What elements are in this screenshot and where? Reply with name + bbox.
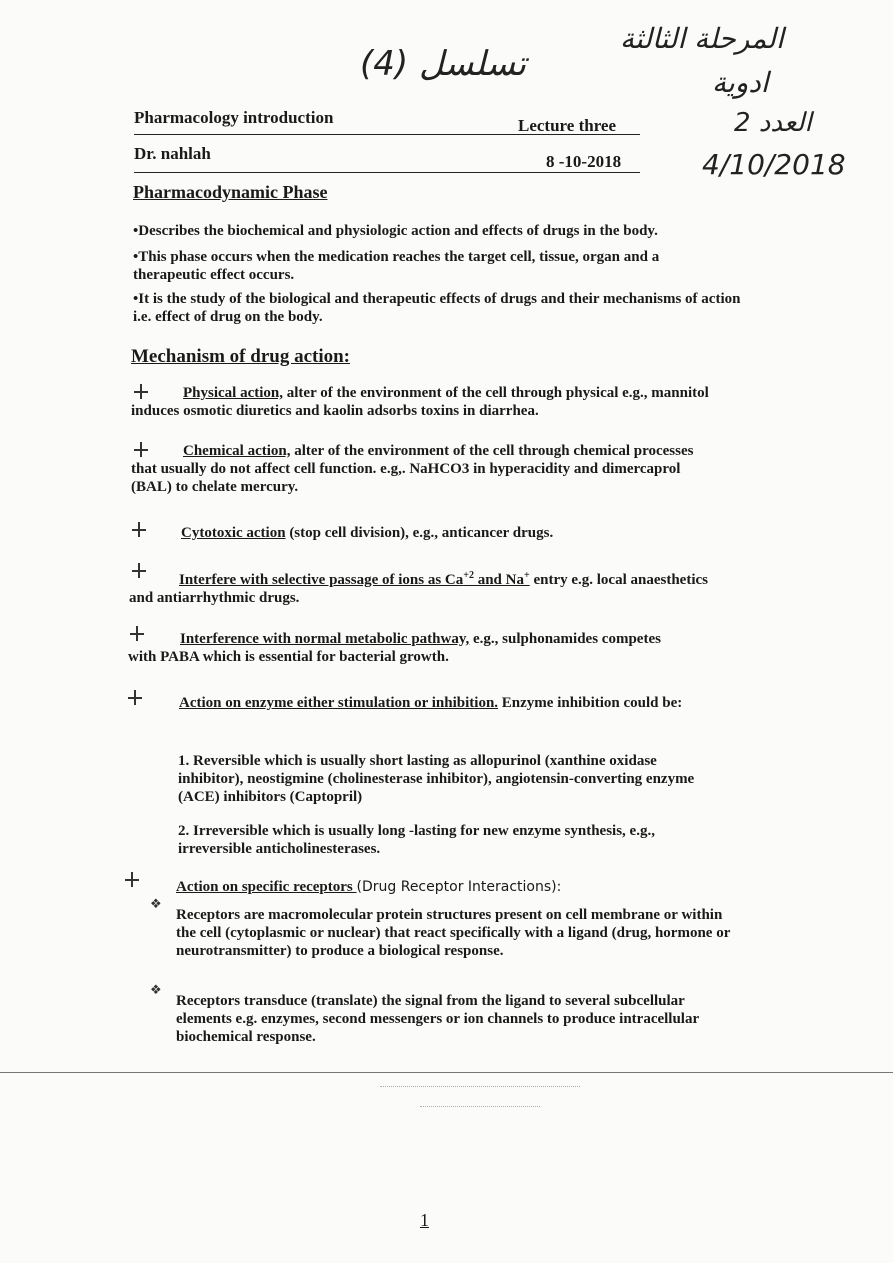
course-title: Pharmacology introduction (134, 108, 334, 127)
section-title-mechanism: Mechanism of drug action: (131, 346, 351, 367)
header-rule-1 (134, 134, 640, 135)
page-number: 1 (420, 1210, 429, 1230)
receptors-heading: Action on specific receptors (176, 879, 357, 895)
item-heading (179, 572, 530, 588)
item-text: e.g., sulphonamides competes with PABA which is essential for bacterial growth. (128, 631, 661, 665)
mechanism-item-cytotoxic (131, 524, 711, 542)
section-title-pharmacodynamic: Pharmacodynamic Phase (133, 182, 328, 202)
item-text: (stop cell division), e.g., anticancer drugs. (285, 525, 554, 541)
item-text: alter of the environment of the cell through physical e.g., mannitol induces osmotic diuretics and kaolin adsorbs toxins in diarrhea. (131, 385, 709, 419)
item-heading-b: and Na (473, 572, 524, 588)
item-heading: Action on enzyme either stimulation or inhibition. (179, 695, 499, 711)
item-heading: Chemical action, (183, 443, 291, 459)
scan-noise (380, 1086, 580, 1087)
handwritten-subject: ادوية (712, 66, 769, 99)
enzyme-list-irreversible: 2. Irreversible which is usually long -lasting for new enzyme synthesis, e.g., irreversible anticholinesterases. (178, 823, 655, 857)
bullet-2: •This phase occurs when the medication reaches the target cell, tissue, organ and a therapeutic effect occurs. (133, 249, 660, 283)
item-heading: Physical action, (183, 385, 283, 401)
mechanism-item-enzyme (127, 694, 717, 712)
mechanism-item-receptors (176, 878, 736, 896)
doctor-name: Dr. nahlah (134, 144, 211, 163)
handwritten-series-label: تسلسل (4) (360, 44, 527, 84)
mechanism-item-physical (131, 384, 711, 420)
item-text: alter of the environment of the cell through chemical processes that usually do not affect cell function. e.g,. NaHCO3 in hyperacidity and dimercaprol (BAL) to chelate mercury. (131, 443, 694, 495)
handwritten-issue: العدد 2 (734, 108, 812, 138)
item-heading-a: Interfere with selective passage of ions as Ca (179, 572, 464, 588)
calcium-charge: +2 (463, 570, 474, 581)
scan-noise (420, 1106, 540, 1107)
item-heading: Cytotoxic action (181, 525, 286, 541)
item-text: Enzyme inhibition could be: (498, 695, 683, 711)
receptors-heading-suffix: (Drug Receptor Interactions): (356, 879, 562, 895)
enzyme-list-reversible: 1. Reversible which is usually short lasting as allopurinol (xanthine oxidase inhibitor), neostigmine (cholinesterase inhibitor), angiotensin-converting enzyme (ACE) inhibitors (Captopril) (178, 753, 695, 805)
diamond-bullet-icon: ❖ (150, 982, 162, 997)
header-rule-2 (134, 172, 640, 173)
receptor-point-1: Receptors are macromolecular protein structures present on cell membrane or within the cell (cytoplasmic or nuclear) that react specifically with a ligand (drug, hormone or neurotransmitter) to produce a biological response. (176, 907, 731, 959)
diamond-bullet-icon: ❖ (150, 896, 162, 911)
cross-bullet-icon (124, 872, 140, 888)
mechanism-item-metabolic (128, 630, 688, 666)
item-text: entry e.g. local anaesthetics and antiarrhythmic drugs. (129, 572, 708, 606)
bullet-1: •Describes the biochemical and physiologic action and effects of drugs in the body. (133, 223, 658, 239)
mechanism-item-ions (129, 567, 719, 607)
receptor-point-2: Receptors transduce (translate) the signal from the ligand to several subcellular elements e.g. enzymes, second messengers or ion channels to produce intracellular biochemical response. (176, 993, 699, 1045)
bottom-rule (0, 1072, 893, 1073)
lecture-date: 8 -10-2018 (546, 152, 622, 171)
handwritten-date: 4/10/2018 (702, 148, 846, 181)
item-heading: Interference with normal metabolic pathway, (180, 631, 470, 647)
bullet-3: •It is the study of the biological and therapeutic effects of drugs and their mechanisms of action i.e. effect of drug on the body. (133, 291, 741, 325)
sodium-charge: + (524, 570, 530, 581)
handwritten-stage: المرحلة الثالثة (620, 22, 784, 55)
lecture-label: Lecture three (518, 116, 617, 135)
mechanism-item-chemical (131, 442, 716, 496)
